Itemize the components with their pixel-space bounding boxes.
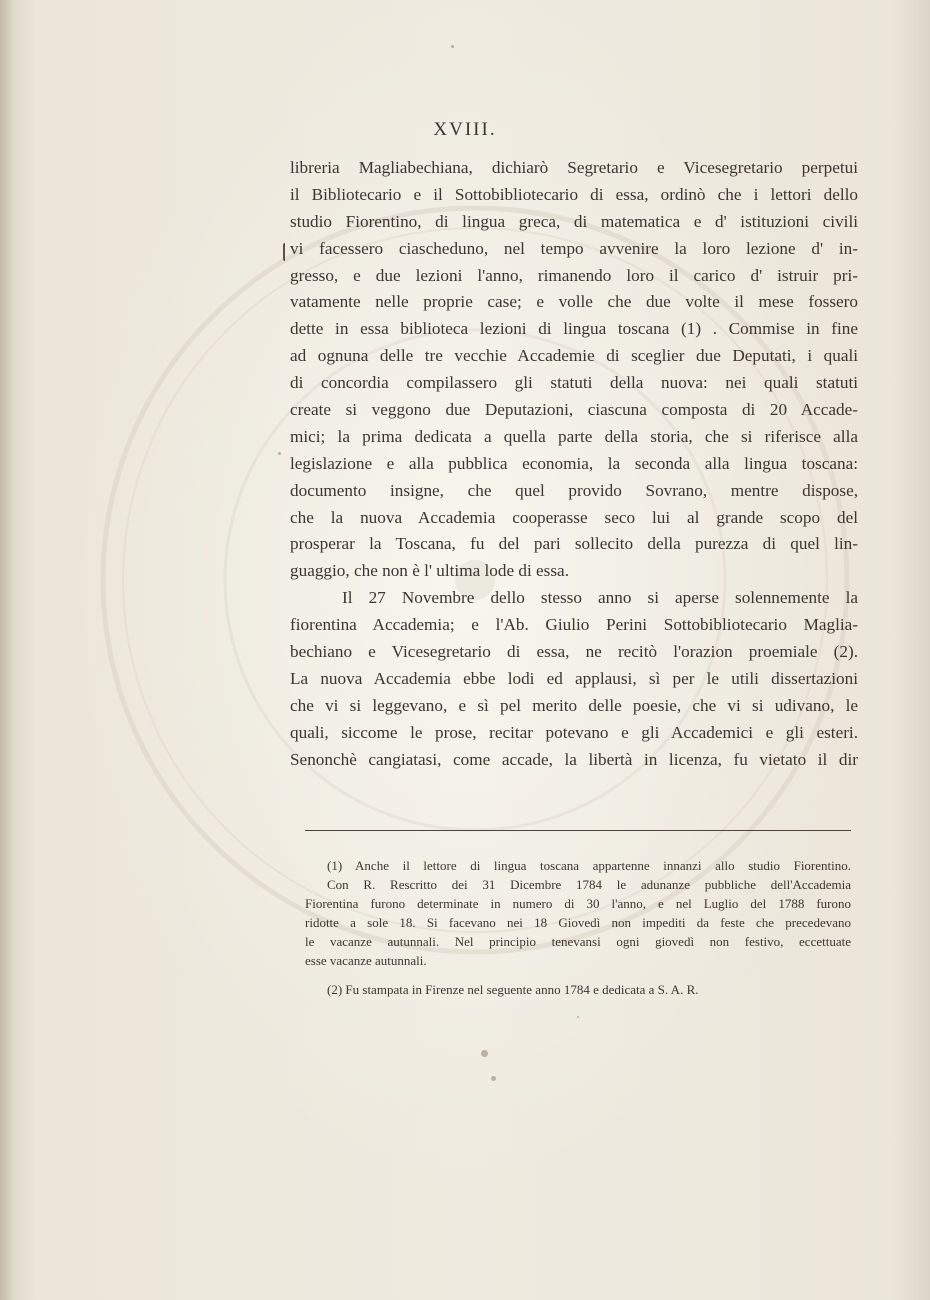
footnote-2: (2) Fu stampata in Firenze nel seguente anno 1784 e dedicata a S. A. R. <box>327 982 699 997</box>
paper-speck <box>278 452 281 455</box>
main-text-block <box>290 155 858 773</box>
footnote-line: Fiorentina furono determinate in numero di 30 l'anno, e nel Luglio del 1788 furono <box>305 896 851 911</box>
text-line: gresso, e due lezioni l'anno, rimanendo loro il carico d' istruir pri- <box>290 265 858 285</box>
footnote-line: Con R. Rescritto dei 31 Dicembre 1784 le adunanze pubbliche dell'Accademia <box>327 877 851 892</box>
text-line: La nuova Accademia ebbe lodi ed applausi, sì per le utili dissertazioni <box>290 668 858 688</box>
text-line: documento insigne, che quel provido Sovrano, mentre dispose, <box>290 480 858 500</box>
text-line: Senonchè cangiatasi, come accade, la libertà in licenza, fu vietato il dir <box>290 749 858 769</box>
text-line: create si veggono due Deputazioni, ciascuna composta di 20 Accade- <box>290 400 858 420</box>
text-line: fiorentina Accademia; e l'Ab. Giulio Perini Sottobibliotecario Maglia- <box>290 615 858 635</box>
text-line: Il 27 Novembre dello stesso anno si aperse solennemente la <box>342 588 858 608</box>
footnote-line: le vacanze autunnali. Nel principio tenevansi ogni giovedì non festivo, eccettuate <box>305 934 851 949</box>
paper-speck <box>481 1050 488 1057</box>
page-number: XVIII. <box>433 119 497 140</box>
text-line: legislazione e alla pubblica economia, la seconda alla lingua toscana: <box>290 453 858 473</box>
text-line: prosperar la Toscana, fu del pari sollecito della purezza di quel lin- <box>290 534 858 554</box>
footnotes-block <box>305 856 851 999</box>
paper-speck <box>577 1016 579 1018</box>
text-line: dette in essa biblioteca lezioni di lingua toscana (1) . Commise in fine <box>290 319 858 339</box>
text-line: che vi si leggevano, e sì pel merito delle poesie, che vi si udivano, le <box>290 695 858 715</box>
text-line: che la nuova Accademia cooperasse seco lui al grande scopo del <box>290 507 858 527</box>
paper-speck <box>491 1076 496 1081</box>
text-line: vatamente nelle proprie case; e volle che due volte il mese fossero <box>290 292 858 312</box>
text-line: il Bibliotecario e il Sottobibliotecario di essa, ordinò che i lettori dello <box>290 184 858 204</box>
footnote-separator-rule <box>305 830 851 831</box>
text-line: libreria Magliabechiana, dichiarò Segretario e Vicesegretario perpetui <box>290 158 858 177</box>
text-line: ad ognuna delle tre vecchie Accademie di sceglier due Deputati, i quali <box>290 346 858 366</box>
margin-pencil-mark <box>283 243 289 261</box>
text-line: mici; la prima dedicata a quella parte della storia, che si riferisce alla <box>290 426 858 446</box>
text-line: guaggio, che non è l' ultima lode di essa. <box>290 561 569 581</box>
footnote-line: (1) Anche il lettore di lingua toscana appartenne innanzi allo studio Fiorentino. <box>327 858 851 873</box>
text-line: di concordia compilassero gli statuti della nuova: nei quali statuti <box>290 373 858 393</box>
text-line: bechiano e Vicesegretario di essa, ne recitò l'orazion proemiale (2). <box>290 642 858 662</box>
paper-speck <box>451 45 454 48</box>
text-line: studio Fiorentino, di lingua greca, di matematica e d' istituzioni civili <box>290 211 858 231</box>
text-line: vi facessero ciascheduno, nel tempo avvenire la loro lezione d' in- <box>290 238 858 258</box>
footnote-line: ridotte a sole 18. Si facevano nei 18 Giovedì non impediti da feste che precedevano <box>305 915 851 930</box>
page-left-edge-shadow <box>0 0 14 1300</box>
text-line: quali, siccome le prose, recitar potevano e gli Accademici e gli esteri. <box>290 722 858 742</box>
footnote-line: esse vacanze autunnali. <box>305 953 427 968</box>
